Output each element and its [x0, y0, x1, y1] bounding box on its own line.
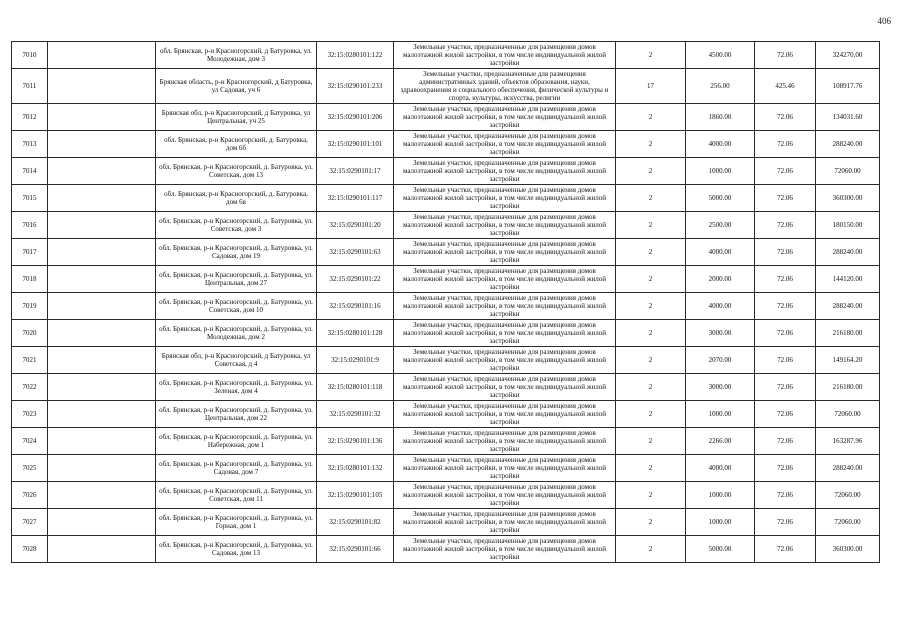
cadastral-number-cell: 32:15:0280101:132	[317, 455, 394, 482]
empty-cell	[48, 293, 156, 320]
cadastral-value-cell: 149164.20	[816, 347, 880, 374]
cadastral-value-cell: 288240.00	[816, 293, 880, 320]
row-number: 7022	[12, 374, 48, 401]
table-row	[12, 455, 880, 482]
row-number: 7021	[12, 347, 48, 374]
land-use-cell: Земельные участки, предназначенные для размещения административных зданий, объектов образования, науки, здравоохранения и социального обеспечения, физической культуры и спорта, культуры, искусства, религии	[394, 69, 616, 104]
table-row	[12, 239, 880, 266]
row-number: 7010	[12, 42, 48, 69]
cadastral-number-cell: 32:15:0290101:82	[317, 509, 394, 536]
cadastral-number-cell: 32:15:0280101:118	[317, 374, 394, 401]
cadastral-number-cell: 32:15:0290101:20	[317, 212, 394, 239]
area-cell: 1860.00	[686, 104, 755, 131]
cadastral-value-cell: 216180.00	[816, 374, 880, 401]
group-cell: 2	[616, 158, 686, 185]
rate-cell: 72.06	[755, 455, 816, 482]
group-cell: 2	[616, 104, 686, 131]
address-cell: обл. Брянская, р-н Красногорский, д. Батуровка, ул. Садовая, дом 13	[156, 536, 317, 563]
empty-cell	[48, 42, 156, 69]
row-number: 7016	[12, 212, 48, 239]
rate-cell: 72.06	[755, 374, 816, 401]
group-cell: 2	[616, 293, 686, 320]
address-cell: обл. Брянская, р-н Красногорский, д. Батуровка, ул. Садовая, дом 7	[156, 455, 317, 482]
address-cell: обл. Брянская, р-н Красногорский, д. Батуровка, дом 6б	[156, 131, 317, 158]
table-row	[12, 536, 880, 563]
rate-cell: 72.06	[755, 293, 816, 320]
group-cell: 2	[616, 212, 686, 239]
area-cell: 1000.00	[686, 401, 755, 428]
row-number: 7015	[12, 185, 48, 212]
rate-cell: 72.06	[755, 428, 816, 455]
cadastral-value-cell: 72060.00	[816, 401, 880, 428]
empty-cell	[48, 239, 156, 266]
cadastral-number-cell: 32:15:0280101:122	[317, 42, 394, 69]
empty-cell	[48, 401, 156, 428]
rate-cell: 72.06	[755, 482, 816, 509]
row-number: 7013	[12, 131, 48, 158]
rate-cell: 72.06	[755, 239, 816, 266]
cadastral-number-cell: 32:15:0290101:17	[317, 158, 394, 185]
group-cell: 2	[616, 428, 686, 455]
empty-cell	[48, 320, 156, 347]
row-number: 7025	[12, 455, 48, 482]
cadastral-number-cell: 32:15:0290101:206	[317, 104, 394, 131]
area-cell: 1000.00	[686, 482, 755, 509]
table-row	[12, 293, 880, 320]
row-number: 7028	[12, 536, 48, 563]
rate-cell: 72.06	[755, 347, 816, 374]
row-number: 7020	[12, 320, 48, 347]
cadastral-number-cell: 32:15:0290101:63	[317, 239, 394, 266]
rate-cell: 72.06	[755, 212, 816, 239]
group-cell: 17	[616, 69, 686, 104]
address-cell: обл. Брянская, р-н Красногорский, д Батуровка, ул. Молодежная, дом 3	[156, 42, 317, 69]
land-use-cell: Земельные участки, предназначенные для размещения домов малоэтажной жилой застройки, в том числе индивидуальной жилой застройки	[394, 158, 616, 185]
empty-cell	[48, 509, 156, 536]
rate-cell: 72.06	[755, 536, 816, 563]
area-cell: 4000.00	[686, 293, 755, 320]
table-row	[12, 428, 880, 455]
group-cell: 2	[616, 536, 686, 563]
land-registry-table	[11, 41, 880, 563]
group-cell: 2	[616, 185, 686, 212]
cadastral-number-cell: 32:15:0290101:32	[317, 401, 394, 428]
address-cell: обл. Брянская, р-н Красногорский, д. Батуровка, дом 6в	[156, 185, 317, 212]
area-cell: 5000.00	[686, 536, 755, 563]
area-cell: 4000.00	[686, 131, 755, 158]
cadastral-value-cell: 360300.00	[816, 536, 880, 563]
area-cell: 2000.00	[686, 266, 755, 293]
rate-cell: 72.06	[755, 104, 816, 131]
row-number: 7018	[12, 266, 48, 293]
address-cell: обл. Брянская, р-н Красногорский, д. Батуровка, ул. Зеленая, дом 4	[156, 374, 317, 401]
cadastral-number-cell: 32:15:0290101:101	[317, 131, 394, 158]
area-cell: 2500.00	[686, 212, 755, 239]
empty-cell	[48, 185, 156, 212]
empty-cell	[48, 455, 156, 482]
address-cell: обл. Брянская, р-н Красногорский, д. Батуровка, ул. Центральная, дом 22	[156, 401, 317, 428]
land-use-cell: Земельные участки, предназначенные для размещения домов малоэтажной жилой застройки, в том числе индивидуальной жилой застройки	[394, 482, 616, 509]
table-row	[12, 69, 880, 104]
table-row	[12, 212, 880, 239]
address-cell: Брянская область, р-н Красногорский, д Батуровка, ул Садовая, уч 6	[156, 69, 317, 104]
cadastral-value-cell: 324270.00	[816, 42, 880, 69]
land-use-cell: Земельные участки, предназначенные для размещения домов малоэтажной жилой застройки, в том числе индивидуальной жилой застройки	[394, 320, 616, 347]
area-cell: 256.00	[686, 69, 755, 104]
group-cell: 2	[616, 401, 686, 428]
group-cell: 2	[616, 374, 686, 401]
cadastral-number-cell: 32:15:0290101:105	[317, 482, 394, 509]
cadastral-number-cell: 32:15:0290101:117	[317, 185, 394, 212]
rate-cell: 72.06	[755, 266, 816, 293]
page-number: 406	[877, 16, 891, 26]
cadastral-number-cell: 32:15:0290101:16	[317, 293, 394, 320]
group-cell: 2	[616, 131, 686, 158]
cadastral-value-cell: 288240.00	[816, 239, 880, 266]
address-cell: Брянская обл, р-н Красногорский, д Батуровка, ул Советская, д 4	[156, 347, 317, 374]
empty-cell	[48, 104, 156, 131]
land-use-cell: Земельные участки, предназначенные для размещения домов малоэтажной жилой застройки, в том числе индивидуальной жилой застройки	[394, 239, 616, 266]
land-use-cell: Земельные участки, предназначенные для размещения домов малоэтажной жилой застройки, в том числе индивидуальной жилой застройки	[394, 42, 616, 69]
group-cell: 2	[616, 347, 686, 374]
row-number: 7027	[12, 509, 48, 536]
row-number: 7012	[12, 104, 48, 131]
address-cell: обл. Брянская, р-н Красногорский, д. Батуровка, ул. Молодежная, дом 2	[156, 320, 317, 347]
cadastral-value-cell: 360300.00	[816, 185, 880, 212]
address-cell: обл. Брянская, р-н Красногорский, д. Батуровка, ул. Садовая, дом 19	[156, 239, 317, 266]
land-use-cell: Земельные участки, предназначенные для размещения домов малоэтажной жилой застройки, в том числе индивидуальной жилой застройки	[394, 131, 616, 158]
land-use-cell: Земельные участки, предназначенные для размещения домов малоэтажной жилой застройки, в том числе индивидуальной жилой застройки	[394, 428, 616, 455]
cadastral-number-cell: 32:15:0290101:233	[317, 69, 394, 104]
empty-cell	[48, 536, 156, 563]
area-cell: 2266.00	[686, 428, 755, 455]
group-cell: 2	[616, 266, 686, 293]
table-row	[12, 482, 880, 509]
area-cell: 4000.00	[686, 455, 755, 482]
rate-cell: 72.06	[755, 185, 816, 212]
group-cell: 2	[616, 239, 686, 266]
group-cell: 2	[616, 482, 686, 509]
area-cell: 3000.00	[686, 320, 755, 347]
land-use-cell: Земельные участки, предназначенные для размещения домов малоэтажной жилой застройки, в том числе индивидуальной жилой застройки	[394, 509, 616, 536]
empty-cell	[48, 69, 156, 104]
cadastral-value-cell: 72060.00	[816, 509, 880, 536]
empty-cell	[48, 266, 156, 293]
group-cell: 2	[616, 509, 686, 536]
rate-cell: 72.06	[755, 42, 816, 69]
cadastral-value-cell: 72060.00	[816, 482, 880, 509]
cadastral-value-cell: 288240.00	[816, 455, 880, 482]
group-cell: 2	[616, 42, 686, 69]
cadastral-value-cell: 144120.00	[816, 266, 880, 293]
cadastral-number-cell: 32:15:0280101:128	[317, 320, 394, 347]
address-cell: обл. Брянская, р-н Красногорский, д. Батуровка, ул. Горная, дом 1	[156, 509, 317, 536]
cadastral-value-cell: 72060.00	[816, 158, 880, 185]
land-use-cell: Земельные участки, предназначенные для размещения домов малоэтажной жилой застройки, в том числе индивидуальной жилой застройки	[394, 374, 616, 401]
table-row	[12, 320, 880, 347]
rate-cell: 72.06	[755, 509, 816, 536]
cadastral-number-cell: 32:15:0290101:66	[317, 536, 394, 563]
area-cell: 5000.00	[686, 185, 755, 212]
cadastral-value-cell: 134031.60	[816, 104, 880, 131]
empty-cell	[48, 347, 156, 374]
land-use-cell: Земельные участки, предназначенные для размещения домов малоэтажной жилой застройки, в том числе индивидуальной жилой застройки	[394, 185, 616, 212]
row-number: 7019	[12, 293, 48, 320]
address-cell: обл. Брянская, р-н Красногорский, д. Батуровка, ул. Советская, дом 13	[156, 158, 317, 185]
land-use-cell: Земельные участки, предназначенные для размещения домов малоэтажной жилой застройки, в том числе индивидуальной жилой застройки	[394, 536, 616, 563]
area-cell: 1000.00	[686, 509, 755, 536]
rate-cell: 72.06	[755, 158, 816, 185]
empty-cell	[48, 428, 156, 455]
cadastral-value-cell: 163287.96	[816, 428, 880, 455]
table-row	[12, 374, 880, 401]
rate-cell: 72.06	[755, 320, 816, 347]
address-cell: обл. Брянская, р-н Красногорский, д. Батуровка, ул. Набережная, дом 1	[156, 428, 317, 455]
empty-cell	[48, 482, 156, 509]
row-number: 7017	[12, 239, 48, 266]
cadastral-value-cell: 288240.00	[816, 131, 880, 158]
empty-cell	[48, 212, 156, 239]
row-number: 7023	[12, 401, 48, 428]
land-use-cell: Земельные участки, предназначенные для размещения домов малоэтажной жилой застройки, в том числе индивидуальной жилой застройки	[394, 293, 616, 320]
land-use-cell: Земельные участки, предназначенные для размещения домов малоэтажной жилой застройки, в том числе индивидуальной жилой застройки	[394, 455, 616, 482]
row-number: 7014	[12, 158, 48, 185]
rate-cell: 425.46	[755, 69, 816, 104]
area-cell: 2070.00	[686, 347, 755, 374]
table-row	[12, 347, 880, 374]
area-cell: 4500.00	[686, 42, 755, 69]
table-row	[12, 266, 880, 293]
land-use-cell: Земельные участки, предназначенные для размещения домов малоэтажной жилой застройки, в том числе индивидуальной жилой застройки	[394, 401, 616, 428]
empty-cell	[48, 158, 156, 185]
area-cell: 4000.00	[686, 239, 755, 266]
table-row	[12, 401, 880, 428]
cadastral-number-cell: 32:15:0290101:22	[317, 266, 394, 293]
table-row	[12, 42, 880, 69]
cadastral-number-cell: 32:15:0290101:9	[317, 347, 394, 374]
table-row	[12, 509, 880, 536]
empty-cell	[48, 374, 156, 401]
cadastral-value-cell: 180150.00	[816, 212, 880, 239]
cadastral-value-cell: 216180.00	[816, 320, 880, 347]
row-number: 7026	[12, 482, 48, 509]
row-number: 7011	[12, 69, 48, 104]
cadastral-number-cell: 32:15:0290101:136	[317, 428, 394, 455]
land-use-cell: Земельные участки, предназначенные для размещения домов малоэтажной жилой застройки, в том числе индивидуальной жилой застройки	[394, 266, 616, 293]
address-cell: обл. Брянская, р-н Красногорский, д. Батуровка, ул. Центральная, дом 27	[156, 266, 317, 293]
address-cell: обл. Брянская, р-н Красногорский, д. Батуровка, ул. Советская, дом 3	[156, 212, 317, 239]
address-cell: обл. Брянская, р-н Красногорский, д. Батуровка, ул. Советская, дом 10	[156, 293, 317, 320]
land-use-cell: Земельные участки, предназначенные для размещения домов малоэтажной жилой застройки, в том числе индивидуальной жилой застройки	[394, 212, 616, 239]
area-cell: 1000.00	[686, 158, 755, 185]
address-cell: Брянская обл, р-н Красногорский, д Батуровка, ул Центральная, уч 25	[156, 104, 317, 131]
table-row	[12, 104, 880, 131]
rate-cell: 72.06	[755, 401, 816, 428]
land-use-cell: Земельные участки, предназначенные для размещения домов малоэтажной жилой застройки, в том числе индивидуальной жилой застройки	[394, 104, 616, 131]
empty-cell	[48, 131, 156, 158]
group-cell: 2	[616, 320, 686, 347]
table-row	[12, 131, 880, 158]
land-use-cell: Земельные участки, предназначенные для размещения домов малоэтажной жилой застройки, в том числе индивидуальной жилой застройки	[394, 347, 616, 374]
table-row	[12, 158, 880, 185]
rate-cell: 72.06	[755, 131, 816, 158]
area-cell: 3000.00	[686, 374, 755, 401]
row-number: 7024	[12, 428, 48, 455]
cadastral-value-cell: 108917.76	[816, 69, 880, 104]
table-body	[12, 42, 880, 563]
table-row	[12, 185, 880, 212]
address-cell: обл. Брянская, р-н Красногорский, д. Батуровка, ул. Советская, дом 11	[156, 482, 317, 509]
group-cell: 2	[616, 455, 686, 482]
